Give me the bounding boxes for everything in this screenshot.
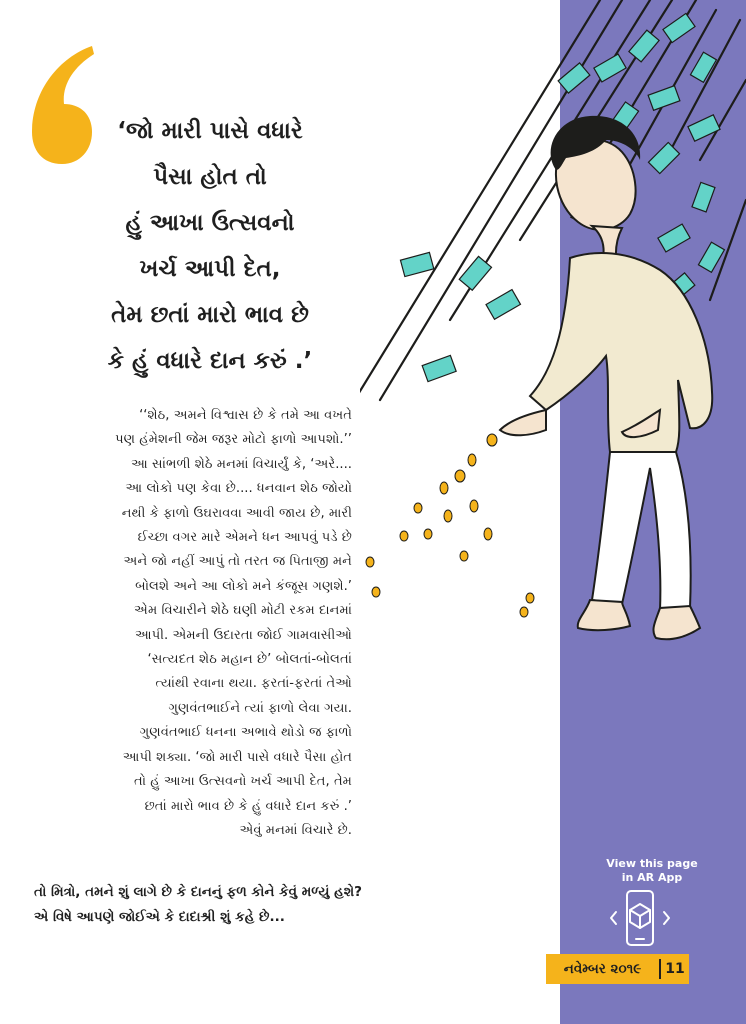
body-line: એવું મનમાં વિચારે છે.: [239, 822, 352, 838]
body-line: તો હું આખા ઉત્સવનો ખર્ચ આપી દેત, તેમ: [134, 774, 352, 790]
closing-question: [34, 880, 494, 930]
pull-quote-line: કે હું વધારે દાન કરું .’: [107, 348, 313, 374]
issue-date: નવેમ્બર ૨૦૧૯: [563, 961, 642, 977]
page-number: 11: [665, 961, 685, 977]
body-line: આ લોકો પણ કેવા છે.... ધનવાન શેઠ જોયો: [125, 481, 352, 497]
body-line: બોલશે અને આ લોકો મને કંજૂસ ગણશે.’: [135, 578, 352, 594]
story-body: [30, 404, 352, 843]
pull-quote-line: હું આખા ઉત્સવનો: [125, 210, 295, 236]
body-line: અને જો નહીં આપું તો તરત જ પિતાજી મને: [123, 554, 352, 570]
body-line: ગુણવંતભાઈ ધનના અભાવે થોડો જ ફાળો: [139, 725, 352, 741]
body-line: આ સાંભળી શેઠે મનમાં વિચાર્યું કે, ‘અરે....: [131, 456, 352, 472]
pull-quote-line: પૈસા હોત તો: [153, 164, 267, 190]
body-line: ઈચ્છા વગર મારે એમને ધન આપવું પડે છે: [137, 530, 352, 546]
pull-quote-line: તેમ છતાં મારો ભાવ છે: [111, 302, 309, 328]
pull-quote: [60, 108, 360, 384]
closing-line: તો મિત્રો, તમને શું લાગે છે કે દાનનું ફળ કોને કેવું મળ્યું હશે?: [34, 884, 362, 900]
footer-badge: [546, 954, 689, 984]
ar-label: [582, 857, 722, 885]
body-line: છતાં મારો ભાવ છે કે હું વધારે દાન કરું .’: [144, 798, 352, 814]
body-line: ત્યાંથી રવાના થયા. ફરતાં-ફરતાં તેઓ: [155, 676, 352, 692]
ar-label-line1: View this page: [606, 857, 698, 870]
illustration-boy-donating-money: [360, 0, 746, 680]
ar-app-icon[interactable]: [608, 886, 672, 950]
pull-quote-line: ‘જો મારી પાસે વધારે: [117, 118, 303, 144]
body-line: ‘‘શેઠ, અમને વિશ્વાસ છે કે તમે આ વખતે: [139, 408, 352, 423]
body-line: એમ વિચારીને શેઠે ઘણી મોટી રકમ દાનમાં: [134, 603, 352, 619]
body-line: આપી. એમની ઉદારતા જોઈ ગામવાસીઓ: [134, 627, 352, 643]
body-line: પણ હંમેશની જેમ જરૂર મોટો ફાળો આપશો.’’: [115, 432, 352, 448]
ar-label-line2: in AR App: [621, 871, 683, 884]
body-line: આપી શક્યા. ‘જો મારી પાસે વધારે પૈસા હોત: [122, 749, 352, 765]
pull-quote-line: ખર્ચ આપી દેત,: [139, 256, 281, 282]
closing-line: એ વિષે આપણે જોઈએ કે દાદાશ્રી શું કહે છે...: [34, 909, 285, 925]
body-line: ગુણવંતભાઈને ત્યાં ફાળો લેવા ગયા.: [168, 700, 352, 716]
body-line: ‘સત્યદત શેઠ મહાન છે’ બોલતાં-બોલતાં: [147, 652, 352, 668]
body-line: નથી કે ફાળો ઉઘરાવવા આવી જાય છે, મારી: [121, 505, 352, 521]
